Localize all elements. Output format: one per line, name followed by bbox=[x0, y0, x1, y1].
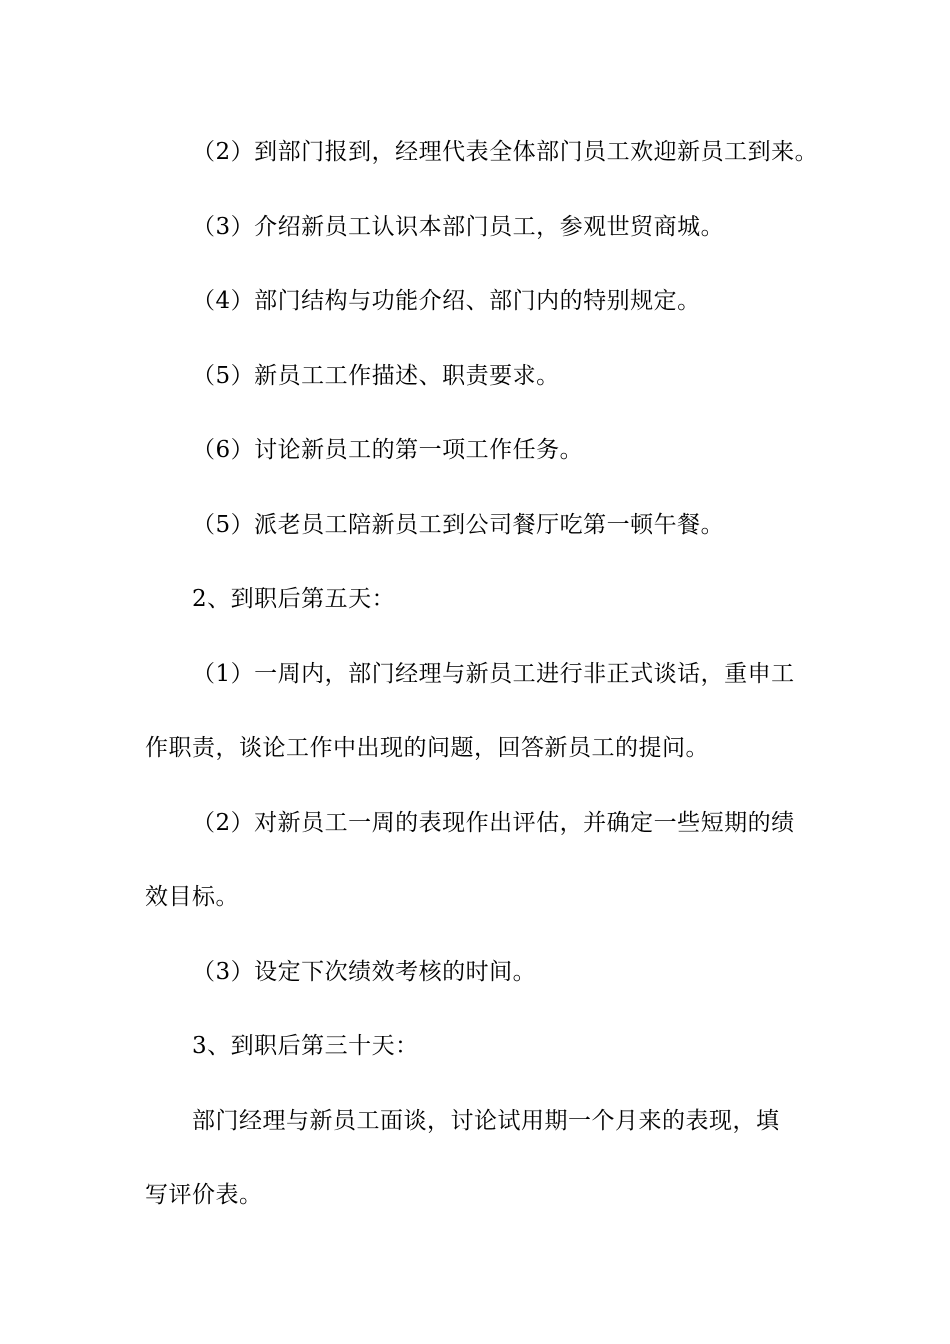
paragraph-line-2: （3）介绍新员工认识本部门员工，参观世贸商城。 bbox=[192, 214, 725, 240]
paragraph-line-11: 效目标。 bbox=[145, 884, 239, 910]
paragraph-line-9: 作职责，谈论工作中出现的问题，回答新员工的提问。 bbox=[145, 735, 709, 761]
paragraph-line-14: 部门经理与新员工面谈，讨论试用期一个月来的表现，填 bbox=[192, 1108, 780, 1134]
paragraph-line-12: （3）设定下次绩效考核的时间。 bbox=[192, 959, 537, 985]
paragraph-line-5: （6）讨论新员工的第一项工作任务。 bbox=[192, 437, 584, 463]
paragraph-line-3: （4）部门结构与功能介绍、部门内的特别规定。 bbox=[192, 288, 701, 314]
section-heading-day-5: 2、到职后第五天： bbox=[192, 586, 396, 612]
paragraph-line-4: （5）新员工工作描述、职责要求。 bbox=[192, 363, 560, 389]
paragraph-line-15: 写评价表。 bbox=[145, 1182, 263, 1208]
paragraph-line-10: （2）对新员工一周的表现作出评估，并确定一些短期的绩 bbox=[192, 810, 795, 836]
section-heading-day-30: 3、到职后第三十天： bbox=[192, 1033, 419, 1059]
paragraph-line-8: （1）一周内，部门经理与新员工进行非正式谈话，重申工 bbox=[192, 661, 795, 687]
paragraph-line-1: （2）到部门报到，经理代表全体部门员工欢迎新员工到来。 bbox=[192, 139, 819, 165]
paragraph-line-6: （5）派老员工陪新员工到公司餐厅吃第一顿午餐。 bbox=[192, 512, 725, 538]
